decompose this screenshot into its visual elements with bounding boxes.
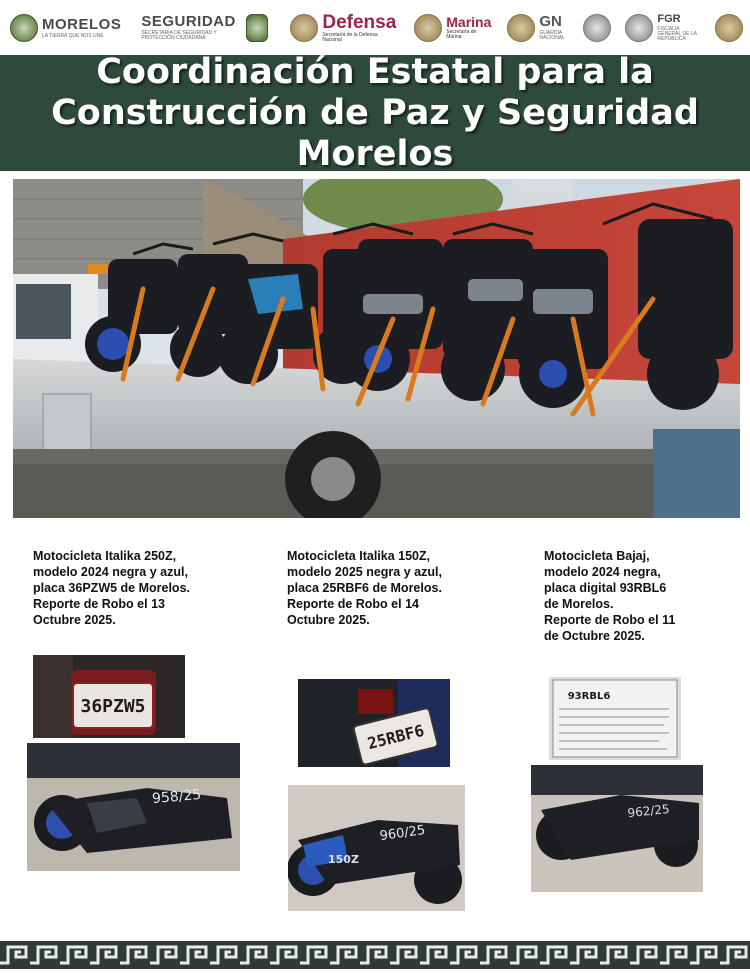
- title-banner: [0, 51, 750, 174]
- marina-logo-name: Marina: [446, 14, 492, 30]
- marina-seal-icon: [414, 14, 442, 42]
- institution-logo-bar: [0, 0, 750, 55]
- defensa-logo-name: Defensa: [322, 11, 397, 33]
- plate-text-1: 36PZW5: [80, 696, 146, 717]
- fgr-logo-tagline: FISCALÍA GENERAL DE LA REPÚBLICA: [657, 25, 697, 42]
- gn-logo-tagline: GUARDIA NACIONAL: [539, 30, 565, 41]
- fgr-logo-name: FGR: [657, 12, 681, 25]
- seguridad-logo: [137, 8, 236, 48]
- morelos-logo: [10, 8, 121, 48]
- gn-seal-icon: [507, 14, 535, 42]
- emblem-icon: [583, 14, 611, 42]
- tow-truck-illustration: [13, 179, 740, 518]
- motorcycle-photo-3: [531, 765, 703, 892]
- title-line-2: Construcción de Paz y Seguridad Morelos: [51, 92, 699, 174]
- caption-motorcycle-3: Motocicleta Bajaj, modelo 2024 negra, placa digital 93RBL6 de Morelos. Reporte de Robo el 11 de Octubre 2025.: [544, 549, 676, 643]
- marking-text-1: 958/25: [151, 786, 202, 808]
- plate-photo-1: [33, 655, 185, 738]
- title-line-1: Coordinación Estatal para la: [96, 51, 654, 92]
- plate-photo-2: [298, 679, 450, 767]
- seguridad-logo-tagline: SECRETARÍA DE SEGURIDAD Y PROTECCIÓN CIUDADANA: [141, 30, 217, 41]
- fgr-seal-icon: [625, 14, 653, 42]
- morelos-logo-name: MORELOS: [42, 15, 122, 33]
- motorcycle-photo-1: [27, 743, 240, 871]
- caption-motorcycle-1: Motocicleta Italika 250Z, modelo 2024 negra y azul, placa 36PZW5 de Morelos. Reporte de Robo el 13 Octubre 2025.: [33, 549, 190, 627]
- defensa-logo-tagline: Secretaría de la Defensa Nacional: [322, 31, 378, 43]
- footer-greca-pattern: [0, 937, 750, 973]
- motorcycle-photo-2: [288, 785, 465, 911]
- marina-logo-tagline: Secretaría de Marina: [446, 29, 477, 40]
- plate-document-photo-3: [549, 677, 681, 760]
- main-photo-tow-truck: [13, 179, 740, 518]
- morelos-logo-tagline: LA TIERRA QUE NOS UNE: [42, 32, 104, 39]
- state-seal-icon: [715, 14, 743, 42]
- marking-text-2: 960/25: [378, 822, 427, 845]
- morelos-seal-icon: [10, 14, 38, 42]
- seguridad-logo-name: SEGURIDAD: [141, 13, 236, 30]
- caption-motorcycle-2: Motocicleta Italika 150Z, modelo 2025 negra y azul, placa 25RBF6 de Morelos. Reporte de Robo el 14 Octubre 2025.: [287, 549, 442, 627]
- marking-text-3: 962/25: [626, 801, 671, 821]
- gn-logo-name: GN: [539, 13, 562, 30]
- defensa-seal-icon: [290, 14, 318, 42]
- shield-icon: [246, 14, 268, 42]
- plate-text-2: 25RBF6: [365, 720, 427, 754]
- plate-text-3: 93RBL6: [567, 691, 611, 702]
- brand-text-2: 150Z: [328, 853, 359, 866]
